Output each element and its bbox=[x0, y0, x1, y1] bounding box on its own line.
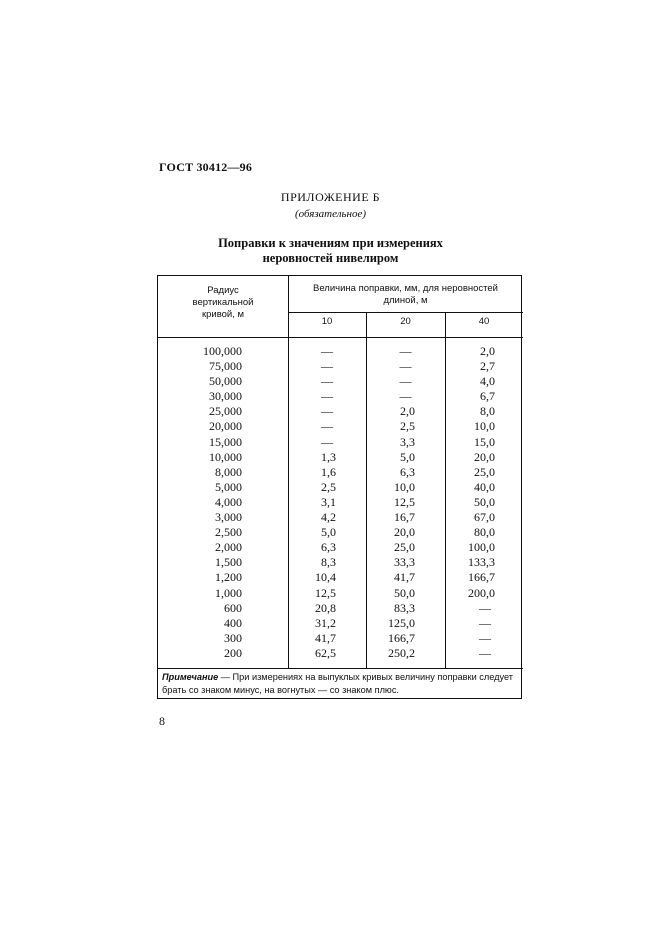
table-row bbox=[158, 570, 523, 585]
table-row bbox=[158, 359, 523, 374]
radius-cell: 1,000 bbox=[215, 585, 242, 600]
radius-cell: 200 bbox=[224, 645, 242, 660]
table-row bbox=[158, 435, 523, 450]
radius-cell: 5,000 bbox=[215, 479, 242, 494]
radius-cell: 10,000 bbox=[209, 449, 242, 464]
value-20-cell: 16,7 bbox=[394, 510, 415, 525]
value-20-cell: — bbox=[399, 359, 412, 374]
value-40-cell: 100,0 bbox=[468, 540, 495, 555]
radius-cell: 15,000 bbox=[209, 434, 242, 449]
table-row bbox=[158, 525, 523, 540]
radius-cell: 400 bbox=[224, 615, 242, 630]
value-20-cell: 25,0 bbox=[394, 540, 415, 555]
value-20-cell: 12,5 bbox=[394, 494, 415, 509]
value-10-cell: 31,2 bbox=[315, 615, 336, 630]
value-40-cell: 166,7 bbox=[468, 570, 495, 585]
table-row bbox=[158, 480, 523, 495]
table-body bbox=[158, 344, 523, 661]
value-40-cell: — bbox=[479, 615, 491, 630]
value-20-cell: 5,0 bbox=[400, 449, 415, 464]
radius-cell: 1,500 bbox=[215, 555, 242, 570]
table-row bbox=[158, 419, 523, 434]
value-20-cell: 41,7 bbox=[394, 570, 415, 585]
value-20-cell: 6,3 bbox=[400, 464, 415, 479]
header-length-40: 40 bbox=[478, 316, 490, 327]
radius-cell: 75,000 bbox=[209, 359, 242, 374]
radius-cell: 300 bbox=[224, 630, 242, 645]
table-row bbox=[158, 450, 523, 465]
value-40-cell: 2,0 bbox=[480, 344, 495, 358]
value-10-cell: — bbox=[321, 434, 333, 449]
header-radius-line3: кривой, м bbox=[201, 309, 245, 320]
value-40-cell: 133,3 bbox=[468, 555, 495, 570]
value-10-cell: — bbox=[321, 419, 333, 434]
value-40-cell: 67,0 bbox=[474, 510, 495, 525]
value-10-cell: 3,1 bbox=[321, 494, 336, 509]
value-40-cell: 15,0 bbox=[474, 434, 495, 449]
value-40-cell: 4,0 bbox=[480, 374, 495, 389]
header-correction-value bbox=[288, 283, 523, 307]
value-10-cell: — bbox=[321, 404, 333, 419]
value-10-cell: 62,5 bbox=[315, 645, 336, 660]
value-10-cell: 1,6 bbox=[321, 464, 336, 479]
value-20-cell: 250,2 bbox=[388, 645, 415, 660]
value-40-cell: 25,0 bbox=[474, 464, 495, 479]
value-10-cell: 6,3 bbox=[321, 540, 336, 555]
value-10-cell: — bbox=[321, 374, 333, 389]
value-20-cell: 20,0 bbox=[394, 525, 415, 540]
value-10-cell: 1,3 bbox=[321, 449, 336, 464]
table-title-line1: Поправки к значениям при измерениях bbox=[218, 236, 443, 250]
value-20-cell: — bbox=[399, 374, 412, 389]
appendix-status: (обязательное) bbox=[294, 208, 367, 220]
table-title bbox=[0, 236, 661, 266]
value-40-cell: 6,7 bbox=[480, 389, 495, 404]
divider-value-lengths bbox=[288, 312, 523, 313]
document-code: ГОСТ 30412—96 bbox=[159, 160, 253, 174]
value-40-cell: — bbox=[479, 600, 491, 615]
value-20-cell: 83,3 bbox=[394, 600, 415, 615]
value-20-cell: 125,0 bbox=[388, 615, 415, 630]
table-row bbox=[158, 601, 523, 616]
radius-cell: 4,000 bbox=[215, 494, 242, 509]
table-row bbox=[158, 344, 523, 359]
table-row bbox=[158, 555, 523, 570]
table-row bbox=[158, 631, 523, 646]
value-40-cell: 200,0 bbox=[468, 585, 495, 600]
value-20-cell: 50,0 bbox=[394, 585, 415, 600]
radius-cell: 600 bbox=[224, 600, 242, 615]
value-10-cell: — bbox=[321, 389, 333, 404]
radius-cell: 1,200 bbox=[215, 570, 242, 585]
table-row bbox=[158, 374, 523, 389]
radius-cell: 3,000 bbox=[215, 510, 242, 525]
value-10-cell: 5,0 bbox=[321, 525, 336, 540]
radius-cell: 2,500 bbox=[215, 525, 242, 540]
value-40-cell: 2,7 bbox=[480, 359, 495, 374]
header-radius-line2: вертикальной bbox=[192, 297, 254, 308]
table-note bbox=[158, 668, 523, 697]
value-40-cell: 8,0 bbox=[480, 404, 495, 419]
value-20-cell: 10,0 bbox=[394, 479, 415, 494]
header-radius bbox=[158, 285, 288, 321]
radius-cell: 50,000 bbox=[209, 374, 242, 389]
radius-cell: 30,000 bbox=[209, 389, 242, 404]
value-10-cell: — bbox=[321, 344, 333, 358]
header-length-10: 10 bbox=[321, 316, 333, 327]
page-number: 8 bbox=[159, 714, 165, 728]
value-20-cell: 166,7 bbox=[388, 630, 415, 645]
radius-cell: 100,000 bbox=[203, 344, 242, 358]
value-40-cell: 10,0 bbox=[474, 419, 495, 434]
value-10-cell: 12,5 bbox=[315, 585, 336, 600]
value-20-cell: — bbox=[399, 389, 412, 404]
radius-cell: 8,000 bbox=[215, 464, 242, 479]
value-10-cell: 2,5 bbox=[321, 479, 336, 494]
value-10-cell: — bbox=[321, 359, 333, 374]
value-20-cell: 33,3 bbox=[394, 555, 415, 570]
value-20-cell: 2,5 bbox=[400, 419, 415, 434]
value-10-cell: 10,4 bbox=[315, 570, 336, 585]
table-row bbox=[158, 510, 523, 525]
table-row bbox=[158, 389, 523, 404]
value-10-cell: 20,8 bbox=[315, 600, 336, 615]
table-row bbox=[158, 540, 523, 555]
radius-cell: 25,000 bbox=[209, 404, 242, 419]
header-value-line2: длиной, м bbox=[383, 295, 428, 306]
table-row bbox=[158, 646, 523, 661]
value-40-cell: 50,0 bbox=[474, 494, 495, 509]
value-10-cell: 41,7 bbox=[315, 630, 336, 645]
table-row bbox=[158, 404, 523, 419]
note-label: Примечание bbox=[162, 672, 219, 682]
correction-table bbox=[157, 275, 522, 699]
value-40-cell: — bbox=[479, 645, 491, 660]
radius-cell: 2,000 bbox=[215, 540, 242, 555]
header-radius-line1: Радиус bbox=[207, 285, 239, 296]
radius-cell: 20,000 bbox=[209, 419, 242, 434]
value-10-cell: 8,3 bbox=[321, 555, 336, 570]
note-text: — При измерениях на выпуклых кривых величину поправки следует брать со знаком минус, на вогнутых — со знаком плюс. bbox=[162, 672, 513, 695]
table-row bbox=[158, 495, 523, 510]
value-20-cell: 3,3 bbox=[400, 434, 415, 449]
appendix-title: ПРИЛОЖЕНИЕ Б bbox=[280, 190, 381, 204]
table-row bbox=[158, 616, 523, 631]
value-40-cell: — bbox=[479, 630, 491, 645]
header-length-20: 20 bbox=[400, 316, 411, 327]
value-20-cell: — bbox=[399, 344, 412, 358]
header-value-line1: Величина поправки, мм, для неровностей bbox=[313, 283, 498, 294]
table-title-line2: неровностей нивелиром bbox=[262, 251, 399, 265]
table-row bbox=[158, 465, 523, 480]
table-row bbox=[158, 586, 523, 601]
value-10-cell: 4,2 bbox=[321, 510, 336, 525]
value-40-cell: 80,0 bbox=[474, 525, 495, 540]
divider-header-body bbox=[158, 337, 523, 338]
value-40-cell: 40,0 bbox=[474, 479, 495, 494]
value-40-cell: 20,0 bbox=[474, 449, 495, 464]
value-20-cell: 2,0 bbox=[400, 404, 415, 419]
